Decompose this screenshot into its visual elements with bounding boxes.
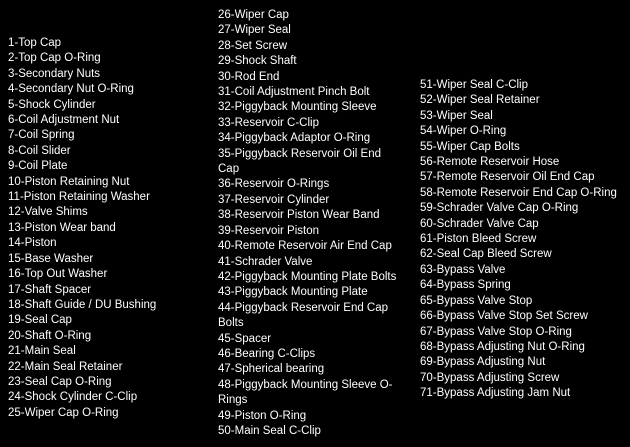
list-item: 12-Valve Shims [8, 206, 88, 219]
list-item: 56-Remote Reservoir Hose [420, 156, 560, 169]
list-item: 28-Set Screw [218, 39, 288, 52]
list-item: 36-Reservoir O-Rings [218, 178, 330, 191]
list-item: 29-Shock Shaft [218, 55, 297, 68]
list-item: 69-Bypass Adjusting Nut [420, 356, 546, 369]
list-item: 30-Rod End [218, 70, 280, 83]
list-item: 2-Top Cap O-Ring [8, 52, 101, 65]
list-item: 4-Secondary Nut O-Ring [8, 83, 134, 96]
list-item: 59-Schrader Valve Cap O-Ring [420, 202, 579, 215]
list-item: 13-Piston Wear band [8, 221, 116, 234]
list-item: 43-Piggyback Mounting Plate [218, 286, 368, 299]
list-item: 55-Wiper Cap Bolts [420, 140, 520, 153]
list-item: 65-Bypass Valve Stop [420, 294, 533, 307]
list-item: 58-Remote Reservoir End Cap O-Ring [420, 186, 617, 199]
list-item: 19-Seal Cap [8, 314, 72, 327]
list-item: 50-Main Seal C-Clip [218, 424, 321, 437]
list-item: 54-Wiper O-Ring [420, 125, 507, 138]
list-item: 24-Shock Cylinder C-Clip [8, 391, 138, 404]
list-item: 14-Piston [8, 237, 57, 250]
list-item: 70-Bypass Adjusting Screw [420, 371, 560, 384]
list-item: 51-Wiper Seal C-Clip [420, 79, 529, 91]
list-item: 5-Shock Cylinder [8, 98, 96, 111]
list-item: 52-Wiper Seal Retainer [420, 94, 540, 107]
list-item: 1-Top Cap [8, 37, 62, 49]
list-item: 44-Piggyback Reservoir End Cap Bolts [218, 301, 389, 330]
list-item: 68-Bypass Adjusting Nut O-Ring [420, 340, 585, 353]
list-item: 8-Coil Slider [8, 144, 71, 157]
list-item: 32-Piggyback Mounting Sleeve [218, 101, 377, 114]
list-item: 7-Coil Spring [8, 129, 75, 142]
list-item: 39-Reservoir Piston [218, 224, 319, 237]
list-item: 64-Bypass Spring [420, 279, 511, 292]
list-item: 20-Shaft O-Ring [8, 329, 92, 342]
list-item: 21-Main Seal [8, 345, 76, 358]
legend-column-2 [218, 0, 404, 439]
list-item: 67-Bypass Valve Stop O-Ring [420, 325, 572, 338]
list-item: 16-Top Out Washer [8, 268, 108, 281]
list-item: 63-Bypass Valve [420, 263, 506, 276]
list-item: 6-Coil Adjustment Nut [8, 114, 120, 127]
list-item: 10-Piston Retaining Nut [8, 175, 130, 188]
list-item: 26-Wiper Cap [218, 9, 289, 21]
list-item: 46-Bearing C-Clips [218, 347, 316, 360]
list-item: 34-Piggyback Adaptor O-Ring [218, 132, 371, 145]
list-item: 25-Wiper Cap O-Ring [8, 406, 119, 419]
list-item: 37-Reservoir Cylinder [218, 193, 330, 206]
list-item: 18-Shaft Guide / DU Bushing [8, 298, 157, 311]
list-item: 35-Piggyback Reservoir Oil End Cap [218, 147, 381, 176]
list-item: 17-Shaft Spacer [8, 283, 92, 296]
list-item: 53-Wiper Seal [420, 109, 493, 122]
list-item: 31-Coil Adjustment Pinch Bolt [218, 86, 370, 99]
list-item: 45-Spacer [218, 332, 272, 345]
list-item: 22-Main Seal Retainer [8, 360, 123, 373]
list-item: 38-Reservoir Piston Wear Band [218, 209, 380, 222]
list-item: 61-Piston Bleed Screw [420, 233, 537, 246]
legend-column-3 [420, 0, 625, 402]
list-item: 9-Coil Plate [8, 160, 68, 173]
list-item: 15-Base Washer [8, 252, 94, 265]
list-item: 57-Remote Reservoir Oil End Cap [420, 171, 595, 184]
legend-column-1 [8, 0, 186, 421]
list-item: 11-Piston Retaining Washer [8, 191, 150, 204]
list-item: 40-Remote Reservoir Air End Cap [218, 240, 392, 253]
list-item: 3-Secondary Nuts [8, 67, 101, 80]
list-item: 27-Wiper Seal [218, 24, 291, 37]
list-item: 71-Bypass Adjusting Jam Nut [420, 387, 571, 400]
list-item: 49-Piston O-Ring [218, 409, 307, 422]
list-item: 62-Seal Cap Bleed Screw [420, 248, 552, 261]
list-item: 41-Schrader Valve [218, 255, 313, 268]
list-item: 48-Piggyback Mounting Sleeve O-Rings [218, 378, 393, 407]
list-item: 33-Reservoir C-Clip [218, 116, 319, 129]
list-item: 23-Seal Cap O-Ring [8, 375, 112, 388]
list-item: 60-Schrader Valve Cap [420, 217, 539, 230]
list-item: 42-Piggyback Mounting Plate Bolts [218, 270, 397, 283]
list-item: 66-Bypass Valve Stop Set Screw [420, 310, 588, 323]
list-item: 47-Spherical bearing [218, 363, 325, 376]
